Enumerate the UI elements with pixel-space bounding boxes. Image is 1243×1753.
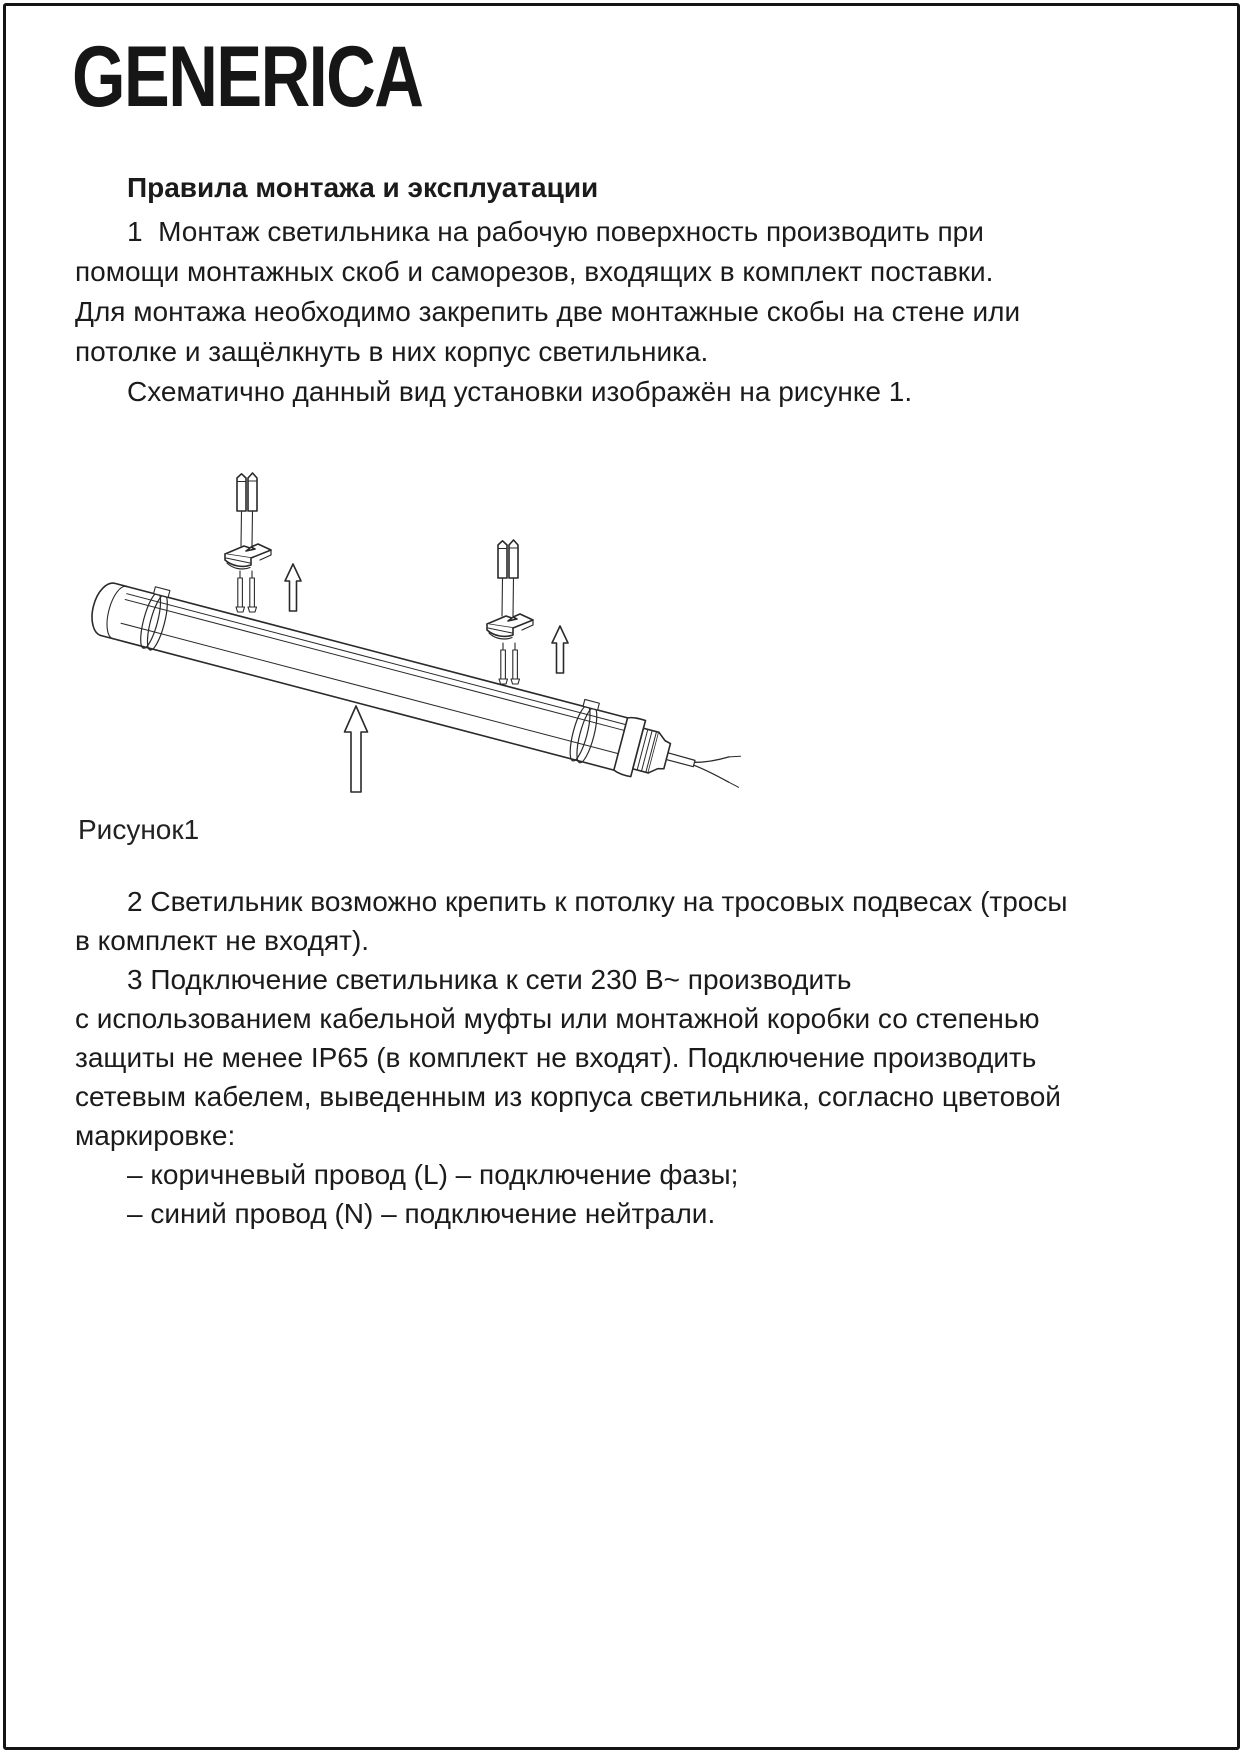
text-line: в комплект не входят). xyxy=(75,925,370,956)
figure-caption: Рисунок1 xyxy=(78,814,200,845)
clip-assembly-2 xyxy=(487,540,533,684)
up-arrow-2 xyxy=(552,626,568,673)
fixing-band-2 xyxy=(566,699,602,765)
text-line: маркировке: xyxy=(75,1120,236,1151)
text-line: 1 Монтаж светильника на рабочую поверхность производить при xyxy=(127,216,984,247)
paragraphs-after-figure xyxy=(75,882,1068,1233)
paragraphs-before-figure xyxy=(75,212,1020,412)
text-line: 3 Подключение светильника к сети 230 В~ производить xyxy=(127,964,852,995)
text-line: Для монтажа необходимо закрепить две монтажные скобы на стене или xyxy=(75,296,1021,327)
text-line: – синий провод (N) – подключение нейтрали. xyxy=(127,1198,716,1229)
clip-assembly-1 xyxy=(225,473,271,612)
text-line: 2 Светильник возможно крепить к потолку на тросовых подвесах (тросы xyxy=(127,886,1068,917)
supply-cable xyxy=(664,738,746,787)
section-title: Правила монтажа и эксплуатации xyxy=(127,172,599,203)
fixing-band-1 xyxy=(137,586,173,652)
text-line: с использованием кабельной муфты или монтажной коробки со степенью xyxy=(75,1003,1040,1034)
text-line: помощи монтажных скоб и саморезов, входящих в комплект поставки. xyxy=(75,256,994,287)
text-line: Схематично данный вид установки изображён на рисунке 1. xyxy=(127,376,913,407)
figure-1-illustration xyxy=(55,405,815,805)
text-line: защиты не менее IP65 (в комплект не входят). Подключение производить xyxy=(75,1042,1037,1073)
text-line: – коричневый провод (L) – подключение фазы; xyxy=(127,1159,739,1190)
luminaire-body xyxy=(86,573,750,804)
cable-gland xyxy=(613,716,674,785)
text-line: сетевым кабелем, выведенным из корпуса светильника, согласно цветовой xyxy=(75,1081,1061,1112)
up-arrow-3 xyxy=(345,706,368,792)
brand-logo: GENERICA xyxy=(72,29,423,125)
up-arrow-1 xyxy=(285,564,301,611)
text-line: потолке и защёлкнуть в них корпус светильника. xyxy=(75,336,709,367)
